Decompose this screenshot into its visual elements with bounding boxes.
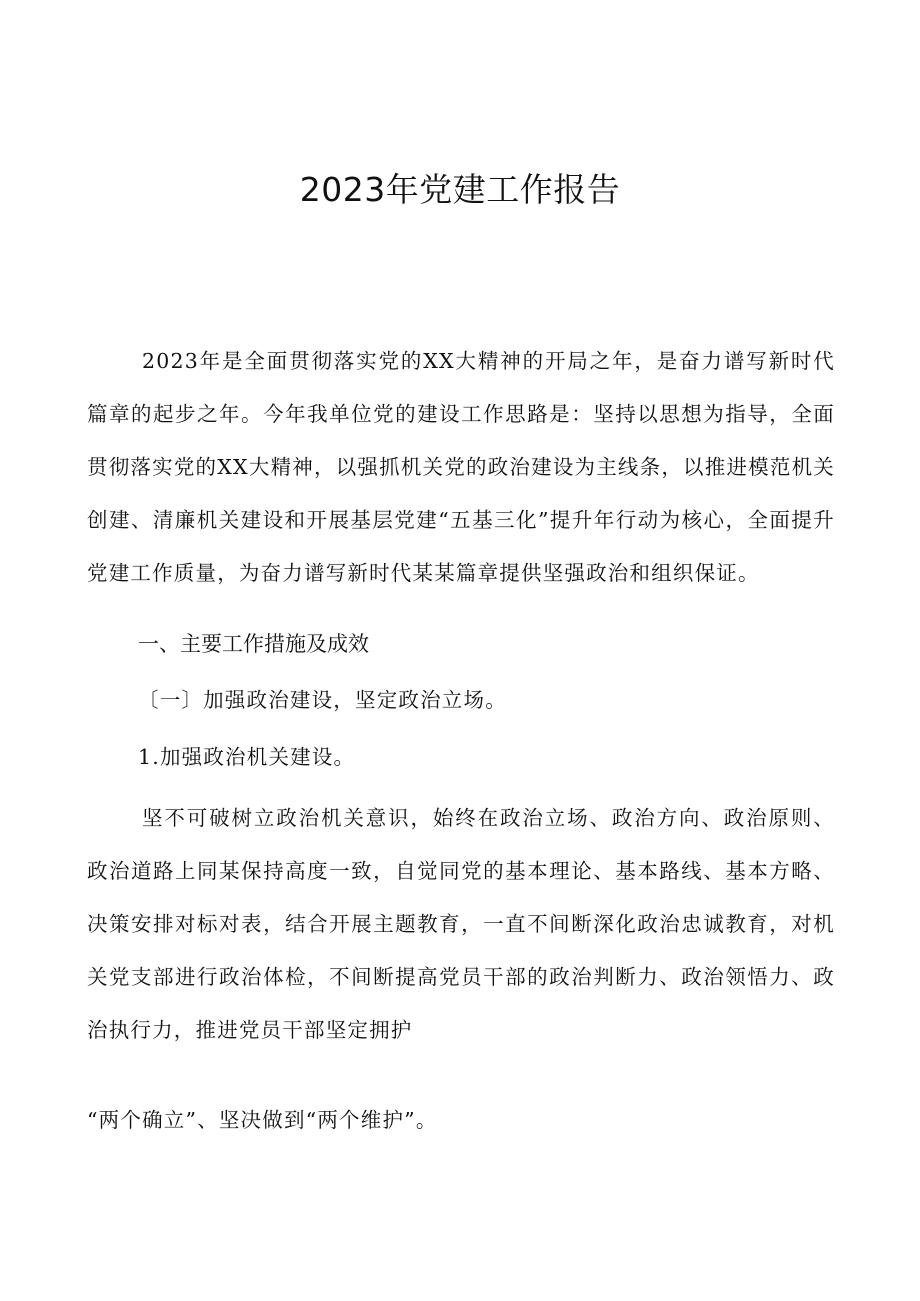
item-heading: 1.加强政治机关建设。 <box>138 745 356 769</box>
continuation-line: “两个确立”、坚决做到“两个维护”。 <box>87 1108 438 1132</box>
section-heading: 一、主要工作措施及成效 <box>138 632 369 656</box>
intro-paragraph: 2023年是全面贯彻落实党的XX大精神的开局之年，是奋力谱写新时代篇章的起步之年。今年我单位党的建设工作思路是：坚持以思想为指导，全面贯彻落实党的XX大精神，以强抓机关党的政治建设为主线条，以推进模范机关创建、清廉机关建设和开展基层党建“五基三化”提升年行动为核心，全面提升党建工作质量，为奋力谱写新时代某某篇章提供坚强政治和组织保证。 <box>87 349 835 585</box>
body-paragraph: 坚不可破树立政治机关意识，始终在政治立场、政治方向、政治原则、政治道路上同某保持高度一致，自觉同党的基本理论、基本路线、基本方略、决策安排对标对表，结合开展主题教育，一直不间断深化政治忠诚教育，对机关党支部进行政治体检，不间断提高党员干部的政治判断力、政治领悟力、政治执行力，推进党员干部坚定拥护 <box>87 806 835 1042</box>
document-title: 2023年党建工作报告 <box>299 170 621 209</box>
subsection-heading: 〔一〕加强政治建设，坚定政治立场。 <box>138 688 507 712</box>
